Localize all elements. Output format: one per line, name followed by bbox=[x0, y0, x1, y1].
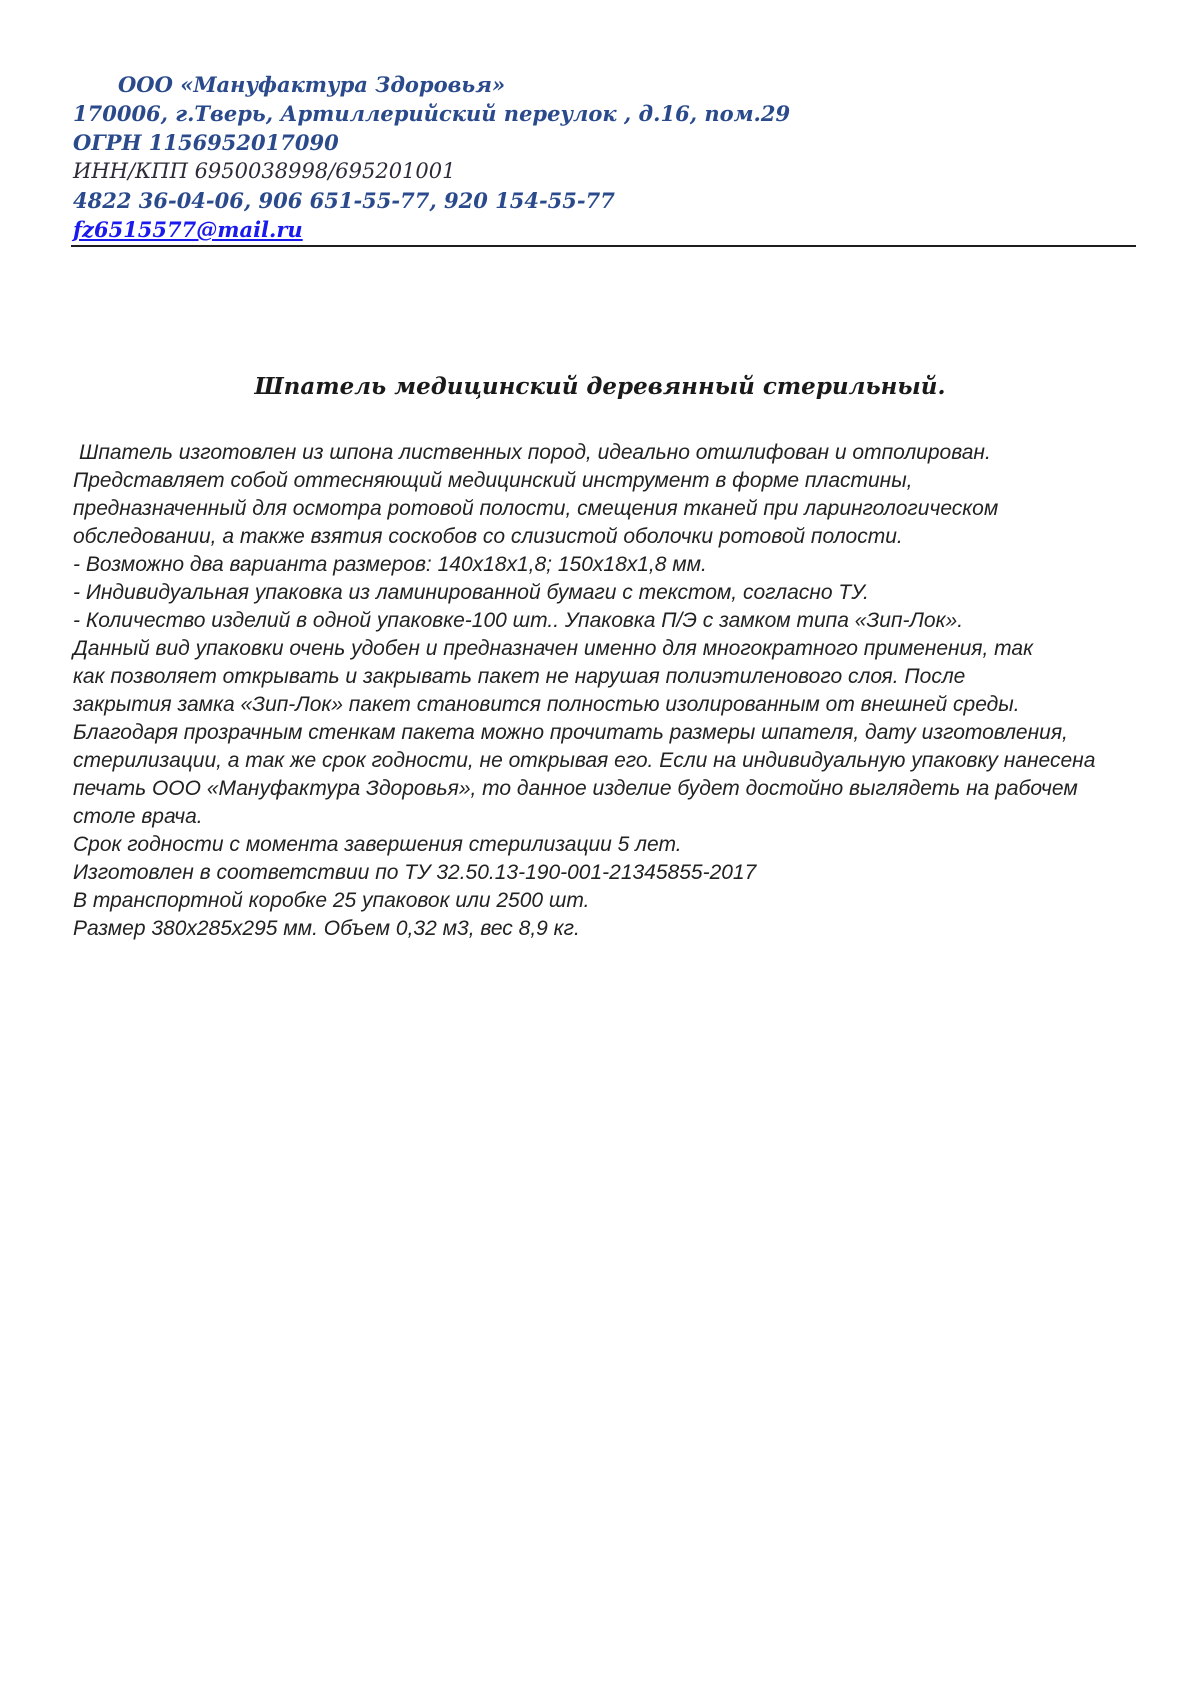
body-line: стерилизации, а так же срок годности, не открывая его. Если на индивидуальную упаковку нанесена bbox=[73, 749, 1096, 772]
body-line: - Количество изделий в одной упаковке-100 шт.. Упаковка П/Э с замком типа «Зип-Лок». bbox=[73, 609, 964, 632]
body-line: Изготовлен в соответствии по ТУ 32.50.13-190-001-21345855-2017 bbox=[73, 861, 757, 884]
body-line: Данный вид упаковки очень удобен и предназначен именно для многократного применения, так bbox=[73, 637, 1033, 660]
body-line: как позволяет открывать и закрывать пакет не нарушая полиэтиленового слоя. После bbox=[73, 665, 966, 688]
body-line: Срок годности с момента завершения стерилизации 5 лет. bbox=[73, 833, 682, 856]
body-line: закрытия замка «Зип-Лок» пакет становится полностью изолированным от внешней среды. bbox=[73, 693, 1020, 716]
body-line: предназначенный для осмотра ротовой полости, смещения тканей при ларингологическом bbox=[73, 497, 999, 520]
document-title: Шпатель медицинский деревянный стерильный. bbox=[254, 373, 946, 400]
company-inn-kpp: ИНН/КПП 6950038998/695201001 bbox=[73, 159, 456, 183]
body-line: - Возможно два варианта размеров: 140х18х1,8; 150х18х1,8 мм. bbox=[73, 553, 707, 576]
body-line: обследовании, а также взятия соскобов со слизистой оболочки ротовой полости. bbox=[73, 525, 903, 548]
company-phones: 4822 36-04-06, 906 651-55-77, 920 154-55-77 bbox=[73, 188, 615, 213]
company-name: ООО «Мануфактура Здоровья» bbox=[118, 72, 506, 97]
body-line: печать ООО «Мануфактура Здоровья», то данное изделие будет достойно выглядеть на рабочем bbox=[73, 777, 1078, 800]
body-line: столе врача. bbox=[73, 805, 203, 828]
company-email-link[interactable]: fz6515577@mail.ru bbox=[73, 217, 303, 242]
header-divider bbox=[71, 245, 1136, 247]
body-line: Размер 380х285х295 мм. Объем 0,32 м3, вес 8,9 кг. bbox=[73, 917, 580, 940]
document-body bbox=[73, 439, 1153, 943]
body-line: Шпатель изготовлен из шпона лиственных пород, идеально отшлифован и отполирован. bbox=[79, 441, 991, 464]
company-ogrn: ОГРН 1156952017090 bbox=[73, 130, 339, 155]
body-line: - Индивидуальная упаковка из ламинированной бумаги с текстом, согласно ТУ. bbox=[73, 581, 869, 604]
body-line: Представляет собой оттесняющий медицинский инструмент в форме пластины, bbox=[73, 469, 913, 492]
body-line: Благодаря прозрачным стенкам пакета можно прочитать размеры шпателя, дату изготовления, bbox=[73, 721, 1068, 744]
company-address: 170006, г.Тверь, Артиллерийский переулок , д.16, пом.29 bbox=[73, 101, 791, 126]
body-line: В транспортной коробке 25 упаковок или 2500 шт. bbox=[73, 889, 590, 912]
letterhead bbox=[73, 70, 1133, 244]
